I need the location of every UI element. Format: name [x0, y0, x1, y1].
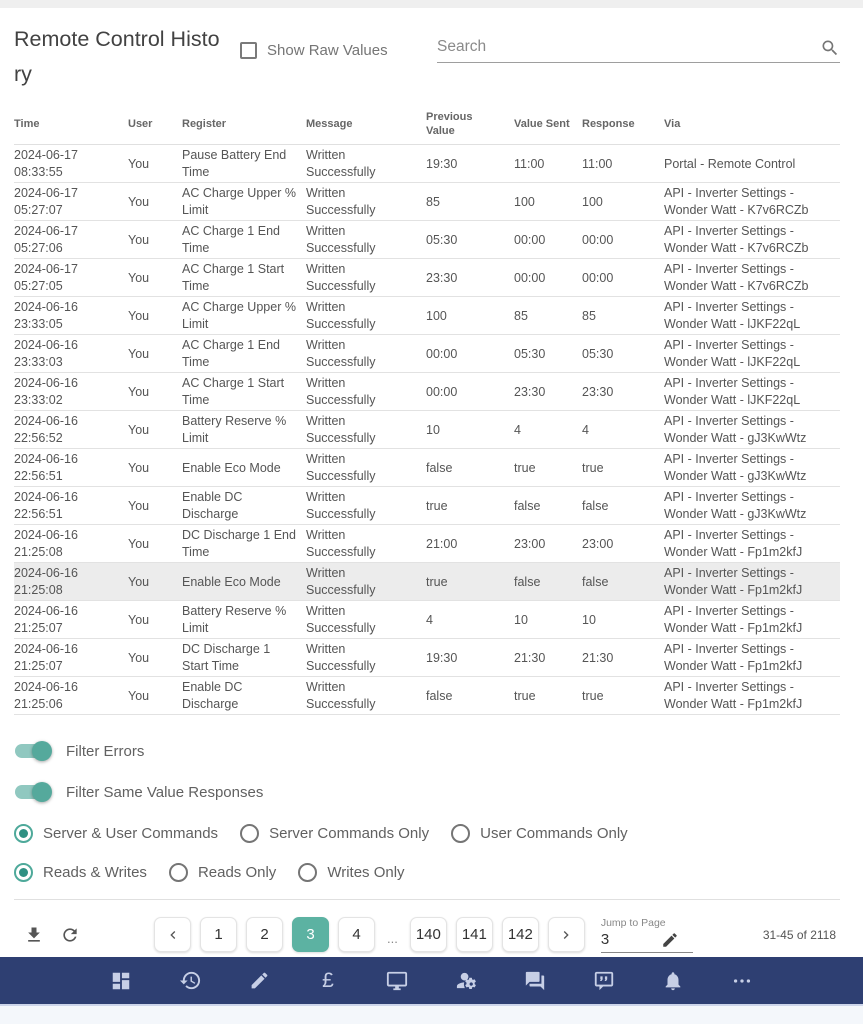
cell-value-sent: 00:00: [514, 221, 582, 259]
cell-value-sent: false: [514, 563, 582, 601]
radio-writes-only[interactable]: Writes Only: [298, 863, 404, 882]
cell-previous-value: 00:00: [426, 373, 514, 411]
cell-response: false: [582, 563, 664, 601]
cell-response: true: [582, 677, 664, 715]
table-row[interactable]: [14, 487, 840, 525]
radio-button[interactable]: [14, 824, 33, 843]
cell-response: 21:30: [582, 639, 664, 677]
pagination-tools: [24, 925, 80, 945]
cell-response: 10: [582, 601, 664, 639]
cell-message: Written Successfully: [306, 411, 426, 449]
cell-register: Enable DC Discharge: [182, 487, 306, 525]
filter-errors-label: Filter Errors: [66, 742, 145, 760]
cell-user: You: [128, 259, 182, 297]
cell-register: AC Charge 1 Start Time: [182, 373, 306, 411]
cell-via: API - Inverter Settings - Wonder Watt - Fp1m2kfJ: [664, 639, 840, 677]
cell-message: Written Successfully: [306, 563, 426, 601]
page-button-active[interactable]: 3: [292, 917, 329, 952]
filter-same-value-toggle-row: [14, 780, 840, 804]
cell-user: You: [128, 639, 182, 677]
account-settings-icon[interactable]: [454, 969, 478, 993]
cell-response: 4: [582, 411, 664, 449]
show-raw-values-label: Show Raw Values: [267, 42, 388, 59]
page-button[interactable]: 2: [246, 917, 283, 952]
cell-response: 23:00: [582, 525, 664, 563]
cell-response: false: [582, 487, 664, 525]
cell-via: API - Inverter Settings - Wonder Watt - lJKF22qL: [664, 335, 840, 373]
cell-message: Written Successfully: [306, 221, 426, 259]
cell-register: AC Charge 1 End Time: [182, 335, 306, 373]
command-source-radio-group: [14, 821, 840, 845]
cell-time: 2024-06-17 05:27:06: [14, 221, 128, 259]
cell-value-sent: true: [514, 677, 582, 715]
cell-user: You: [128, 601, 182, 639]
cell-message: Written Successfully: [306, 335, 426, 373]
radio-button[interactable]: [298, 863, 317, 882]
cell-user: You: [128, 563, 182, 601]
cell-user: You: [128, 221, 182, 259]
page-ellipsis: ...: [387, 931, 398, 947]
page-header: [14, 22, 840, 92]
cell-register: AC Charge Upper % Limit: [182, 183, 306, 221]
jump-to-page: [601, 917, 693, 953]
cell-time: 2024-06-16 22:56:52: [14, 411, 128, 449]
cell-time: 2024-06-17 05:27:05: [14, 259, 128, 297]
forum-icon[interactable]: [523, 969, 547, 993]
cell-value-sent: 10: [514, 601, 582, 639]
cell-message: Written Successfully: [306, 487, 426, 525]
cell-message: Written Successfully: [306, 525, 426, 563]
page-title: Remote Control History: [14, 27, 220, 86]
next-page-button[interactable]: [548, 917, 585, 952]
table-row[interactable]: [14, 639, 840, 677]
cell-value-sent: true: [514, 449, 582, 487]
cell-value-sent: 4: [514, 411, 582, 449]
cell-via: API - Inverter Settings - Wonder Watt - Fp1m2kfJ: [664, 677, 840, 715]
col-response: Response: [582, 106, 664, 145]
cell-time: 2024-06-16 23:33:05: [14, 297, 128, 335]
cell-register: Enable Eco Mode: [182, 563, 306, 601]
cell-message: Written Successfully: [306, 183, 426, 221]
radio-server-commands-only[interactable]: Server Commands Only: [240, 824, 429, 843]
table-row[interactable]: [14, 373, 840, 411]
table-row[interactable]: [14, 525, 840, 563]
table-header-row: [14, 106, 840, 145]
radio-button[interactable]: [14, 863, 33, 882]
cell-user: You: [128, 145, 182, 183]
cell-time: 2024-06-16 23:33:02: [14, 373, 128, 411]
cell-value-sent: 05:30: [514, 335, 582, 373]
more-icon[interactable]: [730, 969, 754, 993]
cell-previous-value: 23:30: [426, 259, 514, 297]
show-raw-values-control[interactable]: [240, 42, 388, 59]
search-input[interactable]: [437, 38, 807, 56]
cell-previous-value: 19:30: [426, 639, 514, 677]
download-icon[interactable]: [24, 925, 44, 945]
cell-response: 00:00: [582, 221, 664, 259]
feedback-icon[interactable]: [592, 969, 616, 993]
page-button[interactable]: 140: [410, 917, 447, 952]
refresh-icon[interactable]: [60, 925, 80, 945]
table-row[interactable]: [14, 563, 840, 601]
table-row[interactable]: [14, 601, 840, 639]
filters-section: [14, 739, 840, 884]
cell-register: Battery Reserve % Limit: [182, 601, 306, 639]
cell-register: DC Discharge 1 Start Time: [182, 639, 306, 677]
col-value-sent: Value Sent: [514, 106, 582, 145]
cell-register: AC Charge 1 End Time: [182, 221, 306, 259]
cell-response: 100: [582, 183, 664, 221]
cell-register: AC Charge 1 Start Time: [182, 259, 306, 297]
col-user: User: [128, 106, 182, 145]
cell-previous-value: false: [426, 449, 514, 487]
cell-message: Written Successfully: [306, 601, 426, 639]
cell-via: API - Inverter Settings - Wonder Watt - gJ3KwWtz: [664, 449, 840, 487]
cell-register: AC Charge Upper % Limit: [182, 297, 306, 335]
cell-via: Portal - Remote Control: [664, 145, 840, 183]
cell-value-sent: 21:30: [514, 639, 582, 677]
table-row[interactable]: [14, 297, 840, 335]
page-button[interactable]: 142: [502, 917, 539, 952]
table-row[interactable]: [14, 221, 840, 259]
cell-previous-value: false: [426, 677, 514, 715]
cell-value-sent: 00:00: [514, 259, 582, 297]
radio-button[interactable]: [169, 863, 188, 882]
jump-to-page-label: Jump to Page: [600, 916, 666, 929]
edit-icon[interactable]: [247, 969, 271, 993]
cell-value-sent: false: [514, 487, 582, 525]
radio-button[interactable]: [240, 824, 259, 843]
cell-user: You: [128, 297, 182, 335]
col-via: Via: [664, 106, 840, 145]
cell-previous-value: 00:00: [426, 335, 514, 373]
jump-to-page-input[interactable]: [601, 931, 661, 948]
cell-via: API - Inverter Settings - Wonder Watt - Fp1m2kfJ: [664, 601, 840, 639]
cell-via: API - Inverter Settings - Wonder Watt - K7v6RCZb: [664, 259, 840, 297]
read-write-radio-group: [14, 860, 840, 884]
table-row[interactable]: [14, 677, 840, 715]
table-row[interactable]: [14, 259, 840, 297]
toggle-knob: [32, 741, 52, 761]
table-row[interactable]: [14, 145, 840, 183]
table-row[interactable]: [14, 449, 840, 487]
cell-message: Written Successfully: [306, 373, 426, 411]
cell-via: API - Inverter Settings - Wonder Watt - Fp1m2kfJ: [664, 563, 840, 601]
cell-value-sent: 23:30: [514, 373, 582, 411]
cell-user: You: [128, 487, 182, 525]
radio-reads-only[interactable]: Reads Only: [169, 863, 276, 882]
cell-time: 2024-06-16 21:25:08: [14, 563, 128, 601]
col-previous-value: Previous Value: [426, 106, 514, 145]
currency-pound-icon[interactable]: £: [322, 969, 334, 993]
col-message: Message: [306, 106, 426, 145]
cell-time: 2024-06-16 23:33:03: [14, 335, 128, 373]
cell-previous-value: 19:30: [426, 145, 514, 183]
cell-register: Enable DC Discharge: [182, 677, 306, 715]
bottom-background: [0, 1004, 863, 1024]
cell-previous-value: 05:30: [426, 221, 514, 259]
cell-time: 2024-06-17 05:27:07: [14, 183, 128, 221]
cell-previous-value: 85: [426, 183, 514, 221]
cell-via: API - Inverter Settings - Wonder Watt - K7v6RCZb: [664, 183, 840, 221]
radio-user-commands-only[interactable]: User Commands Only: [451, 824, 628, 843]
cell-time: 2024-06-17 08:33:55: [14, 145, 128, 183]
cell-via: API - Inverter Settings - Wonder Watt - Fp1m2kfJ: [664, 525, 840, 563]
cell-via: API - Inverter Settings - Wonder Watt - gJ3KwWtz: [664, 487, 840, 525]
cell-response: 05:30: [582, 335, 664, 373]
cell-via: API - Inverter Settings - Wonder Watt - K7v6RCZb: [664, 221, 840, 259]
show-raw-values-checkbox[interactable]: [240, 42, 257, 59]
toggle-knob: [32, 782, 52, 802]
dashboard-icon[interactable]: [109, 969, 133, 993]
cell-time: 2024-06-16 22:56:51: [14, 449, 128, 487]
cell-previous-value: 10: [426, 411, 514, 449]
cell-previous-value: true: [426, 563, 514, 601]
radio-server-and-user-commands[interactable]: Server & User Commands: [14, 824, 218, 843]
page-button[interactable]: 4: [338, 917, 375, 952]
page-buttons: [200, 917, 539, 952]
filter-same-value-toggle[interactable]: [14, 782, 50, 802]
bottom-navbar: [0, 957, 863, 1004]
cell-previous-value: true: [426, 487, 514, 525]
cell-response: 85: [582, 297, 664, 335]
filter-errors-toggle[interactable]: [14, 741, 50, 761]
main-content: [0, 8, 863, 957]
table-row[interactable]: [14, 335, 840, 373]
page-navigation: [154, 917, 585, 952]
page-button[interactable]: 1: [200, 917, 237, 952]
col-time: Time: [14, 106, 128, 145]
history-icon[interactable]: [178, 969, 202, 993]
table-row[interactable]: [14, 183, 840, 221]
cell-response: 11:00: [582, 145, 664, 183]
cell-user: You: [128, 183, 182, 221]
previous-page-button[interactable]: [154, 917, 191, 952]
table-row[interactable]: [14, 411, 840, 449]
cell-message: Written Successfully: [306, 449, 426, 487]
cell-message: Written Successfully: [306, 145, 426, 183]
cell-via: API - Inverter Settings - Wonder Watt - lJKF22qL: [664, 373, 840, 411]
cell-user: You: [128, 677, 182, 715]
filter-errors-toggle-row: [14, 739, 840, 763]
page-button[interactable]: 141: [456, 917, 493, 952]
search-icon[interactable]: [820, 38, 840, 58]
cell-previous-value: 21:00: [426, 525, 514, 563]
cell-via: API - Inverter Settings - Wonder Watt - gJ3KwWtz: [664, 411, 840, 449]
radio-reads-and-writes[interactable]: Reads & Writes: [14, 863, 147, 882]
cell-time: 2024-06-16 21:25:07: [14, 639, 128, 677]
cell-response: 23:30: [582, 373, 664, 411]
cell-register: Battery Reserve % Limit: [182, 411, 306, 449]
cell-register: Pause Battery End Time: [182, 145, 306, 183]
cell-register: Enable Eco Mode: [182, 449, 306, 487]
pagination-bar: [14, 899, 840, 957]
cell-via: API - Inverter Settings - Wonder Watt - lJKF22qL: [664, 297, 840, 335]
cell-response: true: [582, 449, 664, 487]
cell-user: You: [128, 449, 182, 487]
top-strip: [0, 0, 863, 8]
table-body: [14, 145, 840, 715]
cell-user: You: [128, 335, 182, 373]
cell-value-sent: 100: [514, 183, 582, 221]
cell-time: 2024-06-16 21:25:06: [14, 677, 128, 715]
cell-value-sent: 85: [514, 297, 582, 335]
cell-time: 2024-06-16 22:56:51: [14, 487, 128, 525]
cell-message: Written Successfully: [306, 297, 426, 335]
search-field[interactable]: [437, 38, 840, 63]
radio-button[interactable]: [451, 824, 470, 843]
filter-same-value-label: Filter Same Value Responses: [66, 783, 264, 801]
cell-response: 00:00: [582, 259, 664, 297]
results-range: 31-45 of 2118: [762, 927, 836, 942]
cell-time: 2024-06-16 21:25:07: [14, 601, 128, 639]
cell-register: DC Discharge 1 End Time: [182, 525, 306, 563]
cell-user: You: [128, 373, 182, 411]
edit-page-icon[interactable]: [661, 931, 679, 949]
history-table: [14, 106, 840, 716]
cell-message: Written Successfully: [306, 677, 426, 715]
cell-user: You: [128, 411, 182, 449]
display-icon[interactable]: [385, 969, 409, 993]
cell-time: 2024-06-16 21:25:08: [14, 525, 128, 563]
col-register: Register: [182, 106, 306, 145]
cell-user: You: [128, 525, 182, 563]
cell-message: Written Successfully: [306, 259, 426, 297]
jump-to-page-field[interactable]: [601, 931, 693, 953]
cell-previous-value: 4: [426, 601, 514, 639]
cell-value-sent: 23:00: [514, 525, 582, 563]
cell-value-sent: 11:00: [514, 145, 582, 183]
cell-message: Written Successfully: [306, 639, 426, 677]
cell-previous-value: 100: [426, 297, 514, 335]
notifications-icon[interactable]: [661, 969, 685, 993]
